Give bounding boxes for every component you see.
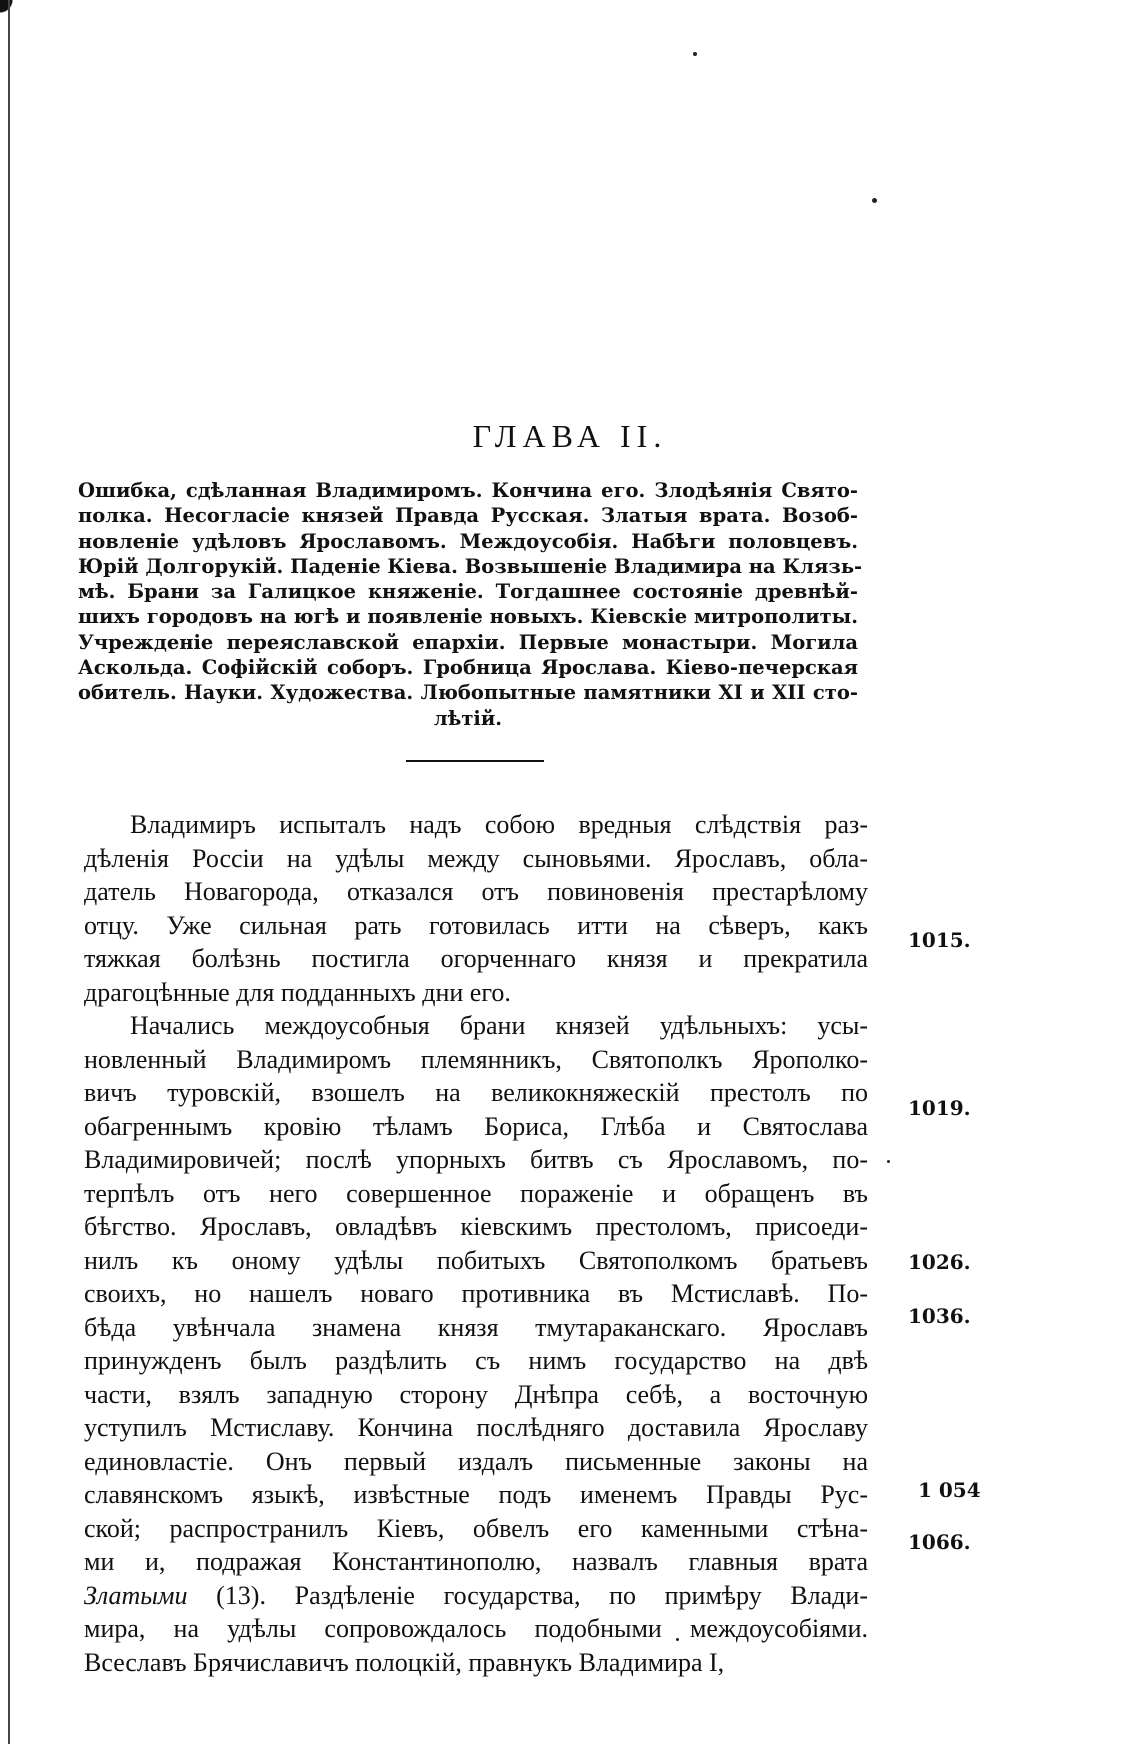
body-line: своихъ, но нашелъ новаго противника въ Мстиславѣ. По- — [84, 1279, 868, 1308]
body-line: ми и, подражая Константинополю, назвалъ главныя врата — [84, 1547, 868, 1576]
summary-line: обитель. Науки. Художества. Любопытные памятники XI и XII сто- — [78, 681, 858, 705]
body-line: датель Новагорода, отказался отъ повиновенія престарѣлому — [84, 877, 868, 906]
body-line: ской; распространилъ Кіевъ, обвелъ его каменными стѣна- — [84, 1513, 868, 1543]
summary-line: Учрежденіе переяславской епархіи. Первые монастыри. Могила — [78, 630, 858, 654]
body-line: Начались междоусобныя брани князей удѣльныхъ: усы- — [130, 1011, 868, 1040]
chapter-title: ГЛАВА II. — [472, 418, 668, 454]
summary-line: новленіе удѣловъ Ярославомъ. Междоусобія. Набѣги половцевъ. — [78, 529, 858, 553]
summary-line: шихъ городовъ на югѣ и появленіе новыхъ. Кіевскіе митрополиты. — [78, 605, 858, 629]
body-line-rest: (13). Раздѣленіе государства, по примѣру Влади- — [187, 1580, 868, 1610]
scan-corner-mark — [0, 0, 40, 40]
margin-year: 1 054 — [918, 1478, 981, 1502]
italic-term: Златыми — [84, 1580, 188, 1610]
body-line: единовластіе. Онъ первый издалъ письменные законы на — [84, 1446, 868, 1476]
summary-line: Юрій Долгорукій. Паденіе Кіева. Возвышеніе Владимира на Клязь- — [78, 554, 863, 578]
summary-line: Ошибка, сдѣланная Владимиромъ. Кончина его. Злодѣянія Свято- — [78, 479, 858, 502]
body-line: тяжкая болѣзнь постигла огорченнаго князя и прекратила — [84, 944, 868, 973]
body-line: драгоцѣнные для подданныхъ дни его. — [84, 977, 511, 1007]
body-line: Владимиръ испыталъ надъ собою вредныя слѣдствія раз- — [130, 810, 868, 839]
margin-year: 1015. — [908, 928, 971, 952]
body-line: мира, на удѣлы сопровождалось подобными междоусобіями. — [84, 1614, 868, 1643]
speck — [693, 52, 697, 56]
page-edge — [8, 0, 10, 1744]
margin-year: 1036. — [908, 1304, 971, 1328]
margin-year: 1019. — [908, 1096, 971, 1120]
speck — [872, 198, 877, 203]
section-divider — [406, 760, 544, 762]
body-line-with-italic — [84, 1579, 868, 1613]
body-line: принужденъ былъ раздѣлить съ нимъ государство на двѣ — [84, 1346, 868, 1375]
body-line: части, взялъ западную сторону Днѣпра себѣ, а восточную — [84, 1379, 868, 1409]
body-line: новленный Владимиромъ племянникъ, Святополкъ Ярополко- — [84, 1044, 868, 1074]
summary-line: лѣтій. — [433, 706, 503, 730]
body-line: обагреннымъ кровію тѣламъ Бориса, Глѣба и Святослава — [84, 1111, 868, 1141]
speck — [887, 1160, 890, 1163]
summary-line: Аскольда. Софійскій соборъ. Гробница Ярослава. Кіево-печерская — [78, 656, 858, 680]
body-line: славянскомъ языкѣ, извѣстные подъ именемъ Правды Рус- — [84, 1480, 868, 1509]
margin-year: 1066. — [908, 1530, 971, 1554]
body-line: бѣда увѣнчала знамена князя тмутараканскаго. Ярославъ — [84, 1312, 868, 1342]
summary-line: полка. Несогласіе князей Правда Русская. Златыя врата. Возоб- — [78, 504, 858, 528]
body-line: Владимировичей; послѣ упорныхъ битвъ съ Ярославомъ, по- — [84, 1145, 868, 1174]
body-line: уступилъ Мстиславу. Кончина послѣдняго доставила Ярославу — [84, 1413, 868, 1442]
body-line: бѣгство. Ярославъ, овладѣвъ кіевскимъ престоломъ, присоеди- — [84, 1212, 868, 1241]
body-line: дѣленія Россіи на удѣлы между сыновьями. Ярославъ, обла- — [84, 843, 868, 873]
chapter-summary — [78, 478, 863, 731]
summary-line: мѣ. Брани за Галицкое княженіе. Тогдашнее состояніе древнѣй- — [78, 580, 858, 604]
body-line: нилъ къ оному удѣлы побитыхъ Святополкомъ братьевъ — [84, 1245, 868, 1275]
body-line: Всеславъ Брячиславичъ полоцкій, правнукъ Владимира I, — [84, 1647, 725, 1677]
margin-year: 1026. — [908, 1250, 971, 1274]
body-line: отцу. Уже сильная рать готовилась итти на сѣверъ, какъ — [84, 910, 868, 940]
body-text — [84, 808, 868, 1679]
body-line: терпѣлъ отъ него совершенное пораженіе и обращенъ въ — [84, 1178, 868, 1208]
body-line: вичъ туровскій, взошелъ на великокняжескій престолъ по — [84, 1078, 868, 1107]
